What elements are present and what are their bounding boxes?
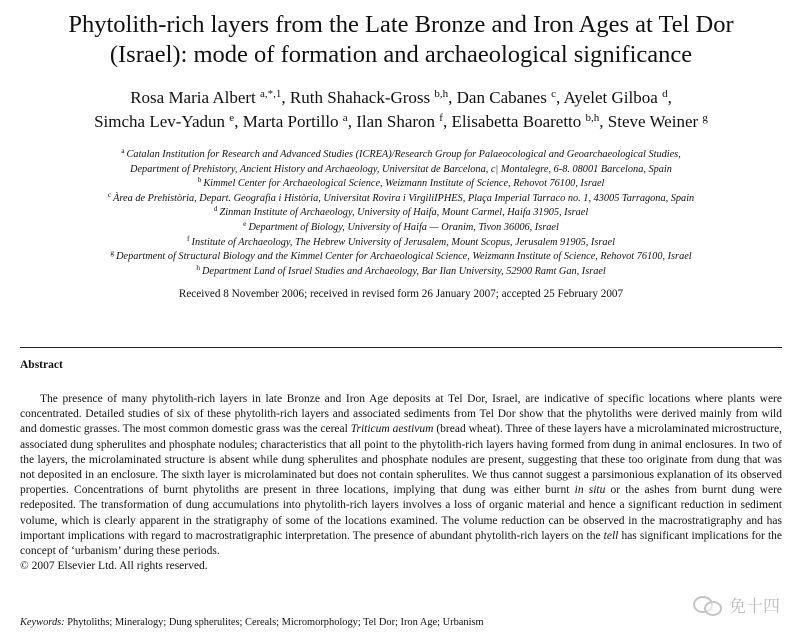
author-affiliation-marker: f xyxy=(439,112,443,124)
received-dates: Received 8 November 2006; received in revised form 26 January 2007; accepted 25 February 2007 xyxy=(178,288,624,300)
author-affiliation-marker: c xyxy=(551,88,556,100)
affiliation-list xyxy=(0,148,802,279)
affiliation-text: Àrea de Prehistòria, Depart. Geografia i Història, Universitat Rovira i VirgiliIPHES, Plaça Imperial Tarraco no. 1, 43005 Tarragona, Spain xyxy=(113,192,695,204)
wechat-icon xyxy=(693,594,723,616)
author-affiliation-marker: a,*,1 xyxy=(260,88,282,100)
affiliation-text: Department of Prehistory, Ancient History and Archaeology, Universitat de Barcelona, c| Montalegre, 6-8. 08001 Barcelona, Spain xyxy=(130,163,672,175)
author-list xyxy=(0,86,802,134)
author-line-2 xyxy=(0,110,802,134)
affiliation-item xyxy=(0,218,802,236)
affiliation-item xyxy=(0,262,802,280)
author-name: Elisabetta Boaretto xyxy=(451,112,582,131)
author-separator: , xyxy=(599,112,608,131)
affiliation-item xyxy=(0,148,802,163)
author-separator: , xyxy=(442,112,452,131)
author-name: Dan Cabanes xyxy=(456,88,547,107)
affiliation-marker: h xyxy=(196,262,200,272)
author-affiliation-marker: a xyxy=(342,112,348,124)
author-name: Ilan Sharon xyxy=(356,112,436,131)
affiliation-marker: b xyxy=(197,175,202,185)
affiliation-item xyxy=(0,233,802,251)
title-line-1: Phytolith-rich layers from the Late Bronze and Iron Ages at Tel Dor xyxy=(68,11,734,38)
affiliation-text: Zinman Institute of Archaeology, University of Haifa, Mount Carmel, Haifa 31905, Israel xyxy=(219,207,589,219)
affiliation-text: Department of Biology, University of Haifa — Oranim, Tivon 36006, Israel xyxy=(248,221,559,233)
abstract-text: has significant implications for the concept of ‘urbanism’ during these periods. xyxy=(20,529,782,558)
abstract-paragraph xyxy=(20,392,782,559)
abstract-heading: Abstract xyxy=(20,359,63,371)
copyright-notice: © 2007 Elsevier Ltd. All rights reserved. xyxy=(20,560,208,573)
author-separator: , xyxy=(347,112,357,131)
author-name: Ruth Shahack-Gross xyxy=(289,88,431,107)
watermark xyxy=(693,592,780,617)
affiliation-marker: f xyxy=(187,233,190,243)
keywords-line xyxy=(20,616,782,630)
keywords-label: Keywords: xyxy=(20,617,65,628)
affiliation-marker: d xyxy=(213,204,218,214)
section-divider xyxy=(20,347,782,348)
author-name: Ayelet Gilboa xyxy=(563,88,658,107)
author-name: Steve Weiner xyxy=(607,112,699,131)
author-affiliation-marker: d xyxy=(662,88,668,100)
author-affiliation-marker: b,h xyxy=(585,112,600,124)
affiliation-marker: a xyxy=(121,146,125,155)
abstract-italic-term: in situ xyxy=(574,484,606,497)
affiliation-text: Kimmel Center for Archaeological Science, Weizmann Institute of Science, Rehovot 76100, Israel xyxy=(203,178,605,190)
abstract-text: The presence of many phytolith-rich layers in late Bronze and Iron Age deposits at Tel Dor, Israel, are indicative of specific locations where plants were concentrated. Detailed studies of six of these phytolith-rich layers and associated sediments from Tel Dor show that the phytoliths were derived mainly from wild and domestic grasses. The most common domestic grass was the cereal xyxy=(20,393,782,436)
affiliation-marker: c xyxy=(107,189,112,199)
title-line-2: (Israel): mode of formation and archaeological significance xyxy=(109,41,693,68)
affiliation-item xyxy=(0,206,802,221)
abstract-text: or the ashes from burnt dung were redeposited. The transformation of dung accumulations into phytolith-rich layers involves a loss of organic material and hence a significant reduction in sediment volume, which is clearly apparent in the stratigraphy of some of the locations examined. The volume reduction can be observed in the macrostratigraphy and has important implications with regard to macrostratigraphic interpretation. The presence of abundant phytolith-rich layers on the xyxy=(20,484,783,542)
author-line-1 xyxy=(0,86,802,110)
keywords-text: Phytoliths; Mineralogy; Dung spherulites; Cereals; Micromorphology; Tel Dor; Iron Age; Urbanism xyxy=(64,617,484,628)
affiliation-text: Department of Structural Biology and the Kimmel Center for Archaeological Science, Weizmann Institute of Science, Rehovot 76100, Israel xyxy=(116,251,692,263)
abstract-body xyxy=(20,392,782,574)
abstract-text: (bread wheat). Three of these layers have a microlaminated microstructure, associated dung spherulites and phosphate nodules; characteristics that all point to the phytolith-rich layers having formed from dung in animal enclosures. In two of the layers, the microlaminated structure is absent while dung spherulites and phosphate nodules are present, suggesting that these too originate from dung that was not deposited in an enclosure. The sixth layer is microlaminated but does not contain spherulites. We thus cannot suggest a parsimonious explanation of its observed properties. Concentrations of burnt phytoliths are present in three locations, implying that dung was either burnt xyxy=(20,423,782,497)
author-affiliation-marker: e xyxy=(229,112,235,124)
author-separator: , xyxy=(234,112,243,131)
affiliation-text: Institute of Archaeology, The Hebrew University of Jerusalem, Mount Scopus, Jerusalem 91905, Israel xyxy=(191,236,615,248)
abstract-italic-term: Triticum aestivum xyxy=(350,423,434,436)
affiliation-item xyxy=(0,177,802,192)
author-name: Marta Portillo xyxy=(242,112,339,131)
affiliation-item xyxy=(0,250,802,265)
author-separator: , xyxy=(667,88,672,107)
author-separator: , xyxy=(448,88,457,107)
author-affiliation-marker: g xyxy=(702,112,708,124)
affiliation-item xyxy=(0,189,802,207)
affiliation-text: Department Land of Israel Studies and Archaeology, Bar Ilan University, 52900 Ramt Gan, Israel xyxy=(201,265,606,277)
paper-title xyxy=(0,10,802,70)
affiliation-marker: g xyxy=(110,248,115,258)
author-name: Rosa Maria Albert xyxy=(130,88,256,107)
affiliation-text: Catalan Institution for Research and Advanced Studies (ICREA)/Research Group for Palaeocological and Geoarchaeological Studies, xyxy=(126,149,681,160)
abstract-italic-term: tell xyxy=(603,529,619,542)
author-affiliation-marker: b,h xyxy=(434,88,449,100)
author-separator: , xyxy=(555,88,564,107)
watermark-text: 免十四 xyxy=(729,597,780,617)
affiliation-item xyxy=(0,163,802,178)
author-name: Simcha Lev-Yadun xyxy=(94,112,226,131)
author-separator: , xyxy=(281,88,290,107)
affiliation-marker: e xyxy=(243,218,247,228)
